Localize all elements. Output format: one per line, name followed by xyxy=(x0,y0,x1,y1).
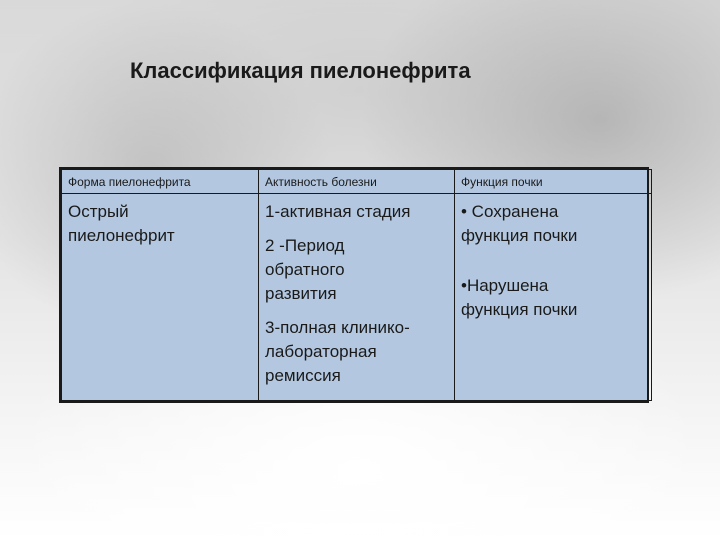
form-line: Острый xyxy=(68,202,129,221)
activity-line: 3-полная клинико- xyxy=(265,318,410,337)
cell-activity xyxy=(259,194,455,401)
activity-line: развития xyxy=(265,284,337,303)
function-impaired-line: •Нарушена xyxy=(461,276,549,295)
cell-function xyxy=(455,194,652,401)
table-header-row xyxy=(62,170,652,194)
cell-form xyxy=(62,194,259,401)
activity-line: 2 -Период xyxy=(265,236,345,255)
header-function: Функция почки xyxy=(455,170,652,194)
header-activity: Активность болезни xyxy=(259,170,455,194)
slide-title: Классификация пиелонефрита xyxy=(130,58,471,83)
table-row xyxy=(62,194,652,401)
function-impaired-line: функция почки xyxy=(461,300,578,319)
function-preserved-line: • Сохранена xyxy=(461,202,559,221)
activity-line: 1-активная стадия xyxy=(265,202,411,221)
header-form: Форма пиелонефрита xyxy=(62,170,259,194)
form-line: пиелонефрит xyxy=(68,226,175,245)
function-preserved-line: функция почки xyxy=(461,226,578,245)
activity-line: обратного xyxy=(265,260,345,279)
classification-table xyxy=(59,167,649,403)
table xyxy=(61,169,652,401)
activity-line: ремиссия xyxy=(265,366,341,385)
activity-line: лабораторная xyxy=(265,342,377,361)
